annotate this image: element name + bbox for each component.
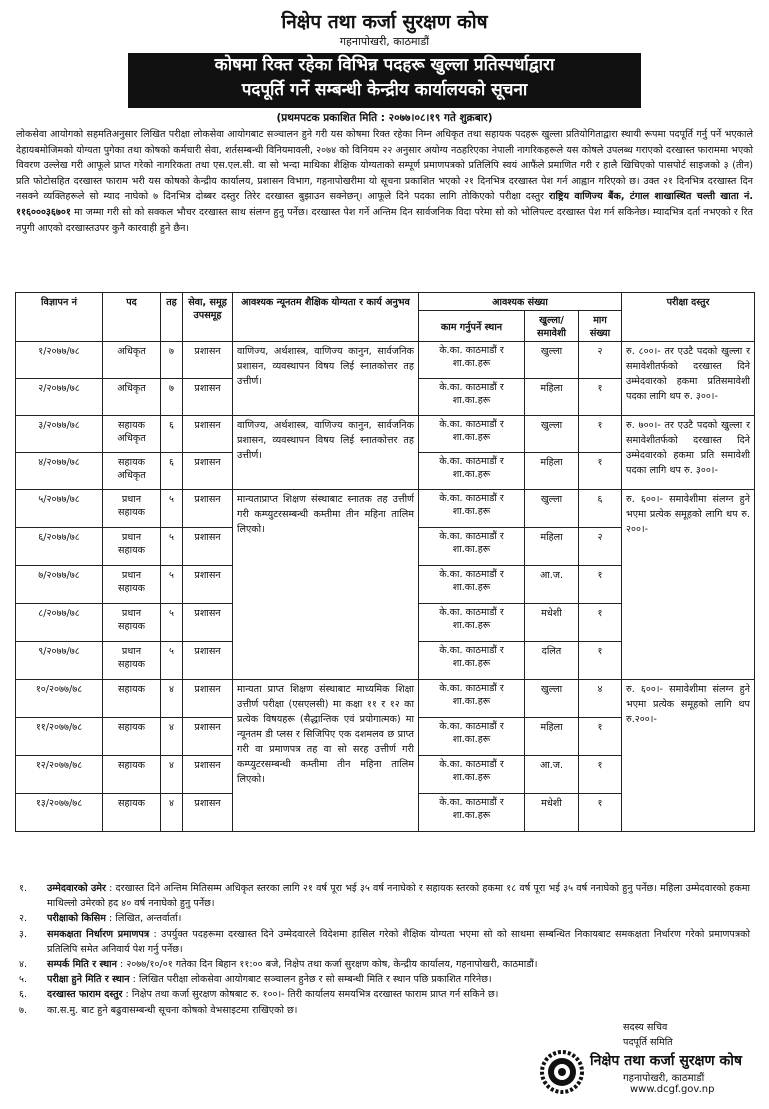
cell-work-location: के.का. काठमाडौं र शा.का.हरू xyxy=(419,718,525,756)
th-ad-no: विज्ञापन नं xyxy=(16,293,103,342)
cell-post: सहायक xyxy=(103,794,161,832)
cell-open-inclusive: खुल्ला xyxy=(525,342,579,379)
cell-service: प्रशासन xyxy=(183,756,233,794)
cell-service: प्रशासन xyxy=(183,453,233,490)
intro-paragraph xyxy=(16,127,753,236)
cell-open-inclusive: आ.ज. xyxy=(525,756,579,794)
cell-ad-no: ६/२०७७/७८ xyxy=(16,528,103,566)
cell-exam-fee: रु. ७००।- तर एउटै पदको खुल्ला र समावेशीतर्फको दरखास्त दिने उम्मेदवारको हकमा प्रति समावेशी पदका लागि थप रु. ३००।- xyxy=(622,416,755,490)
cell-demand-count: ६ xyxy=(579,490,622,528)
cell-work-location: के.का. काठमाडौं र शा.का.हरू xyxy=(419,642,525,680)
cell-work-location: के.का. काठमाडौं र शा.का.हरू xyxy=(419,756,525,794)
th-work-location: काम गर्नुपर्ने स्थान xyxy=(419,311,525,342)
cell-service: प्रशासन xyxy=(183,416,233,453)
cell-service: प्रशासन xyxy=(183,604,233,642)
th-demand-count: माग संख्या xyxy=(579,311,622,342)
cell-service: प्रशासन xyxy=(183,490,233,528)
note-number: २. xyxy=(19,913,28,925)
cell-work-location: के.का. काठमाडौं र शा.का.हरू xyxy=(419,453,525,490)
cell-open-inclusive: महिला xyxy=(525,379,579,416)
org-address: गहनापोखरी, काठमाडौं xyxy=(339,35,430,48)
note-number: ३. xyxy=(19,928,28,940)
notes-list xyxy=(15,881,750,1018)
note-body: : लिखित परीक्षा लोकसेवा आयोगबाट सञ्चालन हुनेछ र सो सम्बन्धी मिति र स्थान पछि प्रकाशित गरिनेछ। xyxy=(132,974,492,986)
th-service: सेवा, समूह उपसमूह xyxy=(183,293,233,342)
cell-demand-count: १ xyxy=(579,718,622,756)
bank-account: राष्ट्रिय वाणिज्य बैंक, टंगाल शाखास्थित चल्ती खाता नं. ११६०००३६७०१ xyxy=(16,191,753,218)
note-body: : निक्षेप तथा कर्जा सुरक्षण कोषबाट रु. १००।- तिरी कार्यालय समयभित्र दरखास्त फाराम प्राप्त गर्न सकिने छ। xyxy=(125,989,499,1001)
cell-work-location: के.का. काठमाडौं र शा.का.हरू xyxy=(419,680,525,718)
cell-ad-no: ३/२०७७/७८ xyxy=(16,416,103,453)
note-label: परीक्षा हुने मिति र स्थान xyxy=(47,974,130,986)
cell-open-inclusive: महिला xyxy=(525,453,579,490)
th-qualification: आवश्यक न्यूनतम शैक्षिक योग्यता र कार्य अनुभव xyxy=(233,293,419,342)
cell-ad-no: ९/२०७७/७८ xyxy=(16,642,103,680)
cell-demand-count: १ xyxy=(579,642,622,680)
cell-ad-no: १२/२०७७/७८ xyxy=(16,756,103,794)
banner-line-2: पदपूर्ति गर्ने सम्बन्धी केन्द्रीय कार्यालयको सूचना xyxy=(241,80,528,100)
th-exam-fee: परीक्षा दस्तुर xyxy=(622,293,755,342)
cell-work-location: के.का. काठमाडौं र शा.का.हरू xyxy=(419,490,525,528)
cell-service: प्रशासन xyxy=(183,794,233,832)
note-item xyxy=(15,927,750,957)
note-text xyxy=(47,881,750,911)
cell-demand-count: १ xyxy=(579,379,622,416)
cell-level: ७ xyxy=(161,342,183,379)
note-label: समकक्षता निर्धारण प्रमाणपत्र xyxy=(47,928,150,940)
table-row xyxy=(16,680,755,718)
note-text xyxy=(47,972,750,987)
cell-ad-no: २/२०७७/७८ xyxy=(16,379,103,416)
cell-service: प्रशासन xyxy=(183,680,233,718)
cell-level: ७ xyxy=(161,379,183,416)
cell-service: प्रशासन xyxy=(183,379,233,416)
cell-level: ४ xyxy=(161,680,183,718)
cell-work-location: के.का. काठमाडौं र शा.का.हरू xyxy=(419,528,525,566)
org-title: निक्षेप तथा कर्जा सुरक्षण कोष xyxy=(281,11,488,33)
cell-work-location: के.का. काठमाडौं र शा.का.हरू xyxy=(419,566,525,604)
cell-ad-no: ५/२०७७/७८ xyxy=(16,490,103,528)
footer-address: गहनापोखरी, काठमाडौं xyxy=(623,1073,705,1084)
cell-post: प्रधान सहायक xyxy=(103,566,161,604)
signatory-title: सदस्य सचिव xyxy=(623,1022,668,1033)
cell-demand-count: १ xyxy=(579,416,622,453)
publish-date: (प्रथमपटक प्रकाशित मिति : २०७७।०८।१९ गते शुक्रबार) xyxy=(276,112,493,124)
th-required-count: आवश्यक संख्या xyxy=(419,293,622,311)
cell-qualification: मान्यताप्राप्त शिक्षण संस्थाबाट स्नातक तह उत्तीर्ण गरी कम्प्युटरसम्बन्धी कम्तीमा तीन महिना तालिम लिएको। xyxy=(233,490,419,680)
cell-demand-count: ४ xyxy=(579,680,622,718)
cell-open-inclusive: मधेशी xyxy=(525,604,579,642)
cell-post: प्रधान सहायक xyxy=(103,490,161,528)
th-post: पद xyxy=(103,293,161,342)
cell-qualification: वाणिज्य, अर्थशास्त्र, वाणिज्य कानुन, सार्वजनिक प्रशासन, व्यवस्थापन विषय लिई स्नातकोत्तर तह उत्तीर्ण। xyxy=(233,416,419,490)
cell-work-location: के.का. काठमाडौं र शा.का.हरू xyxy=(419,794,525,832)
note-item xyxy=(15,987,750,1002)
cell-level: ४ xyxy=(161,794,183,832)
note-label: उम्मेदवारको उमेर xyxy=(47,883,106,894)
note-item xyxy=(15,957,750,972)
cell-ad-no: ७/२०७७/७८ xyxy=(16,566,103,604)
cell-ad-no: ८/२०७७/७८ xyxy=(16,604,103,642)
cell-open-inclusive: खुल्ला xyxy=(525,680,579,718)
th-open-inclusive: खुल्ला/ समावेशी xyxy=(525,311,579,342)
cell-demand-count: १ xyxy=(579,453,622,490)
cell-post: सहायक xyxy=(103,680,161,718)
cell-work-location: के.का. काठमाडौं र शा.का.हरू xyxy=(419,604,525,642)
cell-level: ४ xyxy=(161,718,183,756)
table-row xyxy=(16,490,755,528)
cell-level: ५ xyxy=(161,566,183,604)
note-item xyxy=(15,1003,750,1018)
note-text xyxy=(47,957,750,972)
table-row xyxy=(16,416,755,453)
cell-open-inclusive: खुल्ला xyxy=(525,490,579,528)
cell-post: अधिकृत xyxy=(103,379,161,416)
cell-post: सहायक अधिकृत xyxy=(103,416,161,453)
notice-banner xyxy=(128,53,641,108)
org-logo-icon xyxy=(540,1050,584,1094)
cell-qualification: वाणिज्य, अर्थशास्त्र, वाणिज्य कानुन, सार्वजनिक प्रशासन, व्यवस्थापन विषय लिई स्नातकोत्तर तह उत्तीर्ण। xyxy=(233,342,419,416)
cell-open-inclusive: दलित xyxy=(525,642,579,680)
cell-demand-count: २ xyxy=(579,528,622,566)
cell-exam-fee: रु. ८००।- तर एउटै पदको खुल्ला र समावेशीतर्फको दरखास्त दिने उम्मेदवारको हकमा प्रतिसमावेशी पदका लागि थप रु. ३००।- xyxy=(622,342,755,416)
cell-level: ६ xyxy=(161,453,183,490)
note-body: : दरखास्त दिने अन्तिम मितिसम्म अधिकृत स्तरका लागि २१ वर्ष पूरा भई ३५ वर्ष ननाघेको र सहायक स्तरको हकमा १८ वर्ष पूरा भई ३५ वर्ष ननाघेको हुनु पर्नेछ। महिला उम्मेदवारको हकमा माथिल्लो उमेरको हद ४० वर्ष ननाघेको हुनु पर्नेछ। xyxy=(47,883,750,910)
cell-post: प्रधान सहायक xyxy=(103,528,161,566)
cell-demand-count: १ xyxy=(579,566,622,604)
cell-post: प्रधान सहायक xyxy=(103,604,161,642)
cell-ad-no: १०/२०७७/७८ xyxy=(16,680,103,718)
cell-post: सहायक xyxy=(103,756,161,794)
note-number: ५. xyxy=(19,974,28,986)
cell-level: ४ xyxy=(161,756,183,794)
cell-open-inclusive: महिला xyxy=(525,718,579,756)
cell-service: प्रशासन xyxy=(183,528,233,566)
cell-demand-count: १ xyxy=(579,756,622,794)
cell-service: प्रशासन xyxy=(183,566,233,604)
cell-open-inclusive: मधेशी xyxy=(525,794,579,832)
note-number: ४. xyxy=(19,959,28,971)
note-label: सम्पर्क मिति र स्थान xyxy=(47,959,117,971)
cell-open-inclusive: आ.ज. xyxy=(525,566,579,604)
cell-ad-no: ४/२०७७/७८ xyxy=(16,453,103,490)
cell-post: प्रधान सहायक xyxy=(103,642,161,680)
note-number: ६. xyxy=(19,989,28,1001)
cell-exam-fee: रु. ६००।- समावेशीमा संलग्न हुने भएमा प्रत्येक समूहको लागि थप रु. २००।- xyxy=(622,490,755,680)
cell-level: ५ xyxy=(161,604,183,642)
footer-org-name: निक्षेप तथा कर्जा सुरक्षण कोष xyxy=(590,1053,743,1069)
table-row xyxy=(16,342,755,379)
cell-open-inclusive: महिला xyxy=(525,528,579,566)
cell-qualification: मान्यता प्राप्त शिक्षण संस्थाबाट माध्यमिक शिक्षा उत्तीर्ण परीक्षा (एसएलसी) मा कक्षा ११ र १२ का प्रत्येक विषयहरू (सैद्धान्तिक एवं प्रयोगात्मक) मा न्यूनतम डी प्लस र सिजिपिए एक दशमलव छ प्राप्त गरी वा प्रमाणपत्र तह वा सो सरह उत्तीर्ण गरी कम्प्युटरसम्बन्धी कम्तीमा तीन महिना तालिम लिएको। xyxy=(233,680,419,832)
th-level: तह xyxy=(161,293,183,342)
cell-ad-no: १३/२०७७/७८ xyxy=(16,794,103,832)
note-text xyxy=(47,1003,750,1018)
intro-part-1: लोकसेवा आयोगको सहमतिअनुसार लिखित परीक्षा लोकसेवा आयोगबाट सञ्चालन हुने गरी यस कोषमा रिक्त रहेका निम्न अधिकृत तथा सहायक पदहरू खुल्ला प्रतियोगिताद्वारा स्थायी रूपमा पदपूर्ति गर्नु पर्ने भएकाले देहायबमोजिमको योग्यता पुगेका तथा कोषको कर्मचारी सेवा, शर्तसम्बन्धी विनियमावली, २०७४ को विनियम २२ अनुसार अयोग्य नठहरिएका नेपाली नागरिकहरूले यस कोषले उपलब्ध गराएको दरखास्त फाराममा भएको विवरण उल्लेख गरी आफूले प्राप्त गरेको नागरिकता तथा एस.एल.सी. वा सो भन्दा माथिका शैक्षिक योग्यताको सम्पूर्ण प्रमाणपत्रको प्रतिलिपि स्वयं आफैंले प्रमाणित गरी र हालै खिचिएको पासपोर्ट साइजको ३ (तीन) प्रति फोटोसहित दरखास्त फाराम भरी यस कोषको केन्द्रीय कार्यालय, प्रशासन विभाग, गहनापोखरीमा यो सूचना प्रकाशित भएको २१ दिनभित्र दरखास्त पेश गर्न आह्वान गरिएको छ। उक्त २१ दिनभित्र दरखास्त दिन नसक्ने व्यक्तिहरूले सो म्याद नाघेको ७ दिनभित्र दोब्बर दस्तुर तिरेर दरखास्त बुझाउन सक्नेछन्। आफूले दिने पदका लागि तोकिएको परीक्षा दस्तुर xyxy=(16,129,753,203)
note-body: का.स.मु. बाट हुने बढुवासम्बन्धी सूचना कोषको वेभसाइटमा राखिएको छ। xyxy=(47,1004,298,1016)
committee-name: पदपूर्ति समिति xyxy=(623,1037,673,1048)
cell-ad-no: १/२०७७/७८ xyxy=(16,342,103,379)
cell-level: ५ xyxy=(161,528,183,566)
cell-work-location: के.का. काठमाडौं र शा.का.हरू xyxy=(419,342,525,379)
cell-ad-no: ११/२०७७/७८ xyxy=(16,718,103,756)
intro-part-2: मा जम्मा गरी सो को सक्कल भौचर दरखास्त साथ संलग्न हुनु पर्नेछ। दरखास्त पेश गर्ने अन्तिम दिन सार्वजनिक विदा परेमा सो को भोलिपल्ट दरखास्त पेश गर्न सकिनेछ। म्यादभित्र दर्ता नभएको र रित नपुगी आएको दरखास्तउपर कुनै कारवाही हुने छैन। xyxy=(16,206,753,234)
cell-open-inclusive: खुल्ला xyxy=(525,416,579,453)
cell-demand-count: २ xyxy=(579,342,622,379)
note-number: ७. xyxy=(19,1004,28,1016)
cell-demand-count: १ xyxy=(579,604,622,642)
table-body xyxy=(16,342,755,832)
cell-exam-fee: रु. ६००।- समावेशीमा संलग्न हुने भएमा प्रत्येक समूहको लागि थप रु.२००।- xyxy=(622,680,755,832)
banner-line-1: कोषमा रिक्त रहेका विभिन्न पदहरू खुल्ला प्रतिस्पर्धाद्वारा xyxy=(214,55,555,75)
cell-service: प्रशासन xyxy=(183,642,233,680)
note-body: : लिखित, अन्तर्वार्ता। xyxy=(109,913,182,925)
note-item xyxy=(15,911,750,926)
vacancy-table xyxy=(15,292,755,832)
cell-post: सहायक xyxy=(103,718,161,756)
note-number: १. xyxy=(19,883,28,894)
note-text xyxy=(47,911,750,926)
note-item xyxy=(15,881,750,911)
cell-service: प्रशासन xyxy=(183,342,233,379)
cell-work-location: के.का. काठमाडौं र शा.का.हरू xyxy=(419,416,525,453)
cell-demand-count: १ xyxy=(579,794,622,832)
note-label: दरखास्त फाराम दस्तुर xyxy=(47,989,123,1001)
cell-level: ६ xyxy=(161,416,183,453)
cell-work-location: के.का. काठमाडौं र शा.का.हरू xyxy=(419,379,525,416)
note-body: : २०७७/१०/०१ गतेका दिन बिहान ११:०० बजे, निक्षेप तथा कर्जा सुरक्षण कोष, केन्द्रीय कार्यालय, गहनापोखरी, काठमाडौं। xyxy=(120,959,538,971)
cell-post: अधिकृत xyxy=(103,342,161,379)
note-body: : उपर्युक्त पदहरूमा दरखास्त दिने उम्मेदवारले विदेशमा हासिल गरेको शैक्षिक योग्यता भएमा सो को साथमा सम्बन्धित निकायबाट समकक्षता निर्धारण गरेको प्रमाणपत्रको प्रतिलिपि समेत अनिवार्य पेश गर्नु पर्नेछ। xyxy=(47,928,750,955)
note-item xyxy=(15,972,750,987)
note-text xyxy=(47,987,750,1002)
cell-post: सहायक अधिकृत xyxy=(103,453,161,490)
footer-website[interactable]: www.dcgf.gov.np xyxy=(630,1084,715,1095)
cell-level: ५ xyxy=(161,490,183,528)
cell-level: ५ xyxy=(161,642,183,680)
note-label: परीक्षाको किसिम xyxy=(47,913,106,925)
cell-service: प्रशासन xyxy=(183,718,233,756)
note-text xyxy=(47,927,750,957)
